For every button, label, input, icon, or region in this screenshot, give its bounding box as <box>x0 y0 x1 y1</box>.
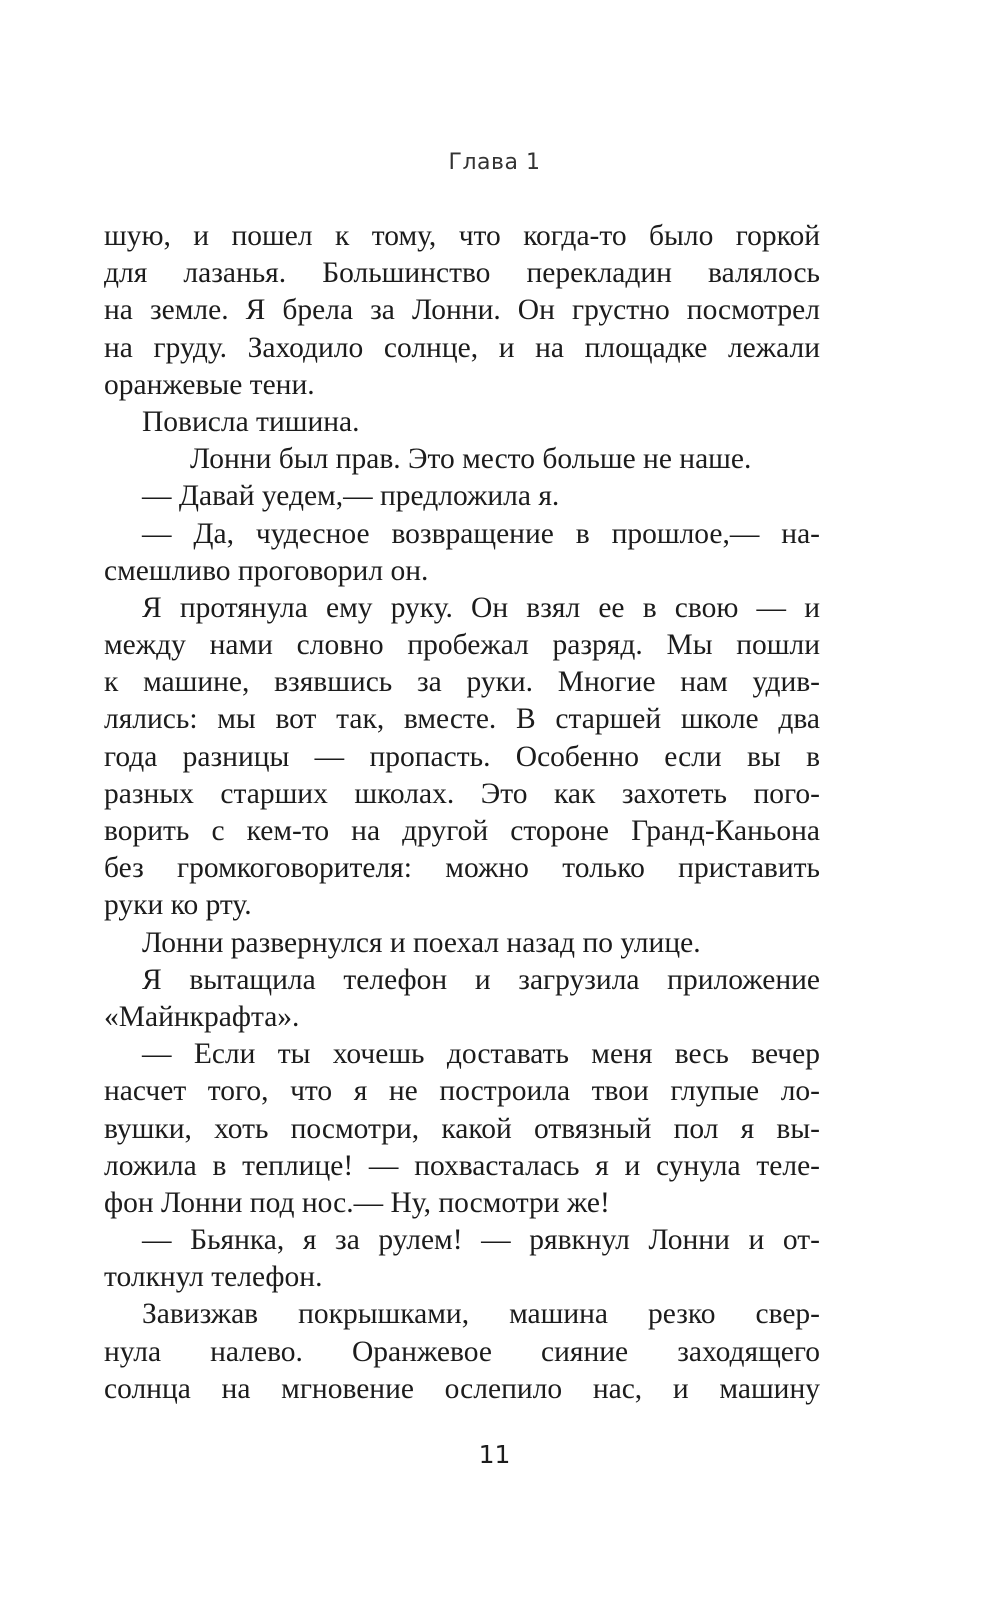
text-line: разных старших школах. Это как захотеть пого- <box>104 777 820 810</box>
text-line: оранжевые тени. <box>104 368 315 401</box>
body-text <box>104 218 820 1408</box>
text-line: Лонни был прав. Это место больше не наше. <box>190 443 752 476</box>
text-line: «Майнкрафта». <box>104 1000 300 1033</box>
running-head: Глава 1 <box>448 150 541 175</box>
text-line: без громкоговорителя: можно только приставить <box>104 852 820 885</box>
text-line: Повисла тишина. <box>142 405 360 438</box>
text-line: на земле. Я брела за Лонни. Он грустно посмотрел <box>104 294 820 327</box>
text-line: толкнул телефон. <box>104 1261 323 1294</box>
page-number: 11 <box>478 1440 511 1469</box>
text-line: Лонни развернулся и поехал назад по улице. <box>142 926 701 959</box>
text-line: вушки, хоть посмотри, какой отвязный пол я вы- <box>104 1112 820 1145</box>
text-line: солнца на мгновение ослепило нас, и машину <box>104 1372 820 1405</box>
text-line: ложила в теплице! — похвасталась я и сунула теле- <box>104 1149 820 1182</box>
text-line: нула налево. Оранжевое сияние заходящего <box>104 1335 820 1368</box>
text-line: между нами словно пробежал разряд. Мы пошли <box>104 629 820 662</box>
text-line: Я вытащила телефон и загрузила приложение <box>142 963 820 996</box>
text-line: руки ко рту. <box>104 889 252 922</box>
text-line: шую, и пошел к тому, что когда-то было горкой <box>104 220 820 252</box>
text-line: к машине, взявшись за руки. Многие нам удив- <box>104 666 820 699</box>
text-line: лялись: мы вот так, вместе. В старшей школе два <box>104 703 820 736</box>
text-line: — Давай уедем,— предложила я. <box>142 480 560 513</box>
text-line: на груду. Заходило солнце, и на площадке лежали <box>104 331 820 364</box>
text-line: Завизжав покрышками, машина резко свер- <box>142 1298 820 1331</box>
text-line: — Да, чудесное возвращение в прошлое,— на- <box>142 517 820 550</box>
text-line: Я протянула ему руку. Он взял ее в свою — и <box>142 591 820 624</box>
text-line: фон Лонни под нос.— Ну, посмотри же! <box>104 1186 610 1219</box>
text-line: — Бьянка, я за рулем! — рявкнул Лонни и от- <box>142 1224 820 1257</box>
text-line: насчет того, что я не построила твои глупые ло- <box>104 1075 820 1108</box>
text-line: — Если ты хочешь доставать меня весь вечер <box>142 1038 820 1071</box>
text-line: для лазанья. Большинство перекладин валялось <box>104 257 820 290</box>
text-line: смешливо проговорил он. <box>104 554 429 587</box>
text-line: года разницы — пропасть. Особенно если вы в <box>104 740 820 773</box>
text-line: ворить с кем-то на другой стороне Гранд-Каньона <box>104 815 820 847</box>
